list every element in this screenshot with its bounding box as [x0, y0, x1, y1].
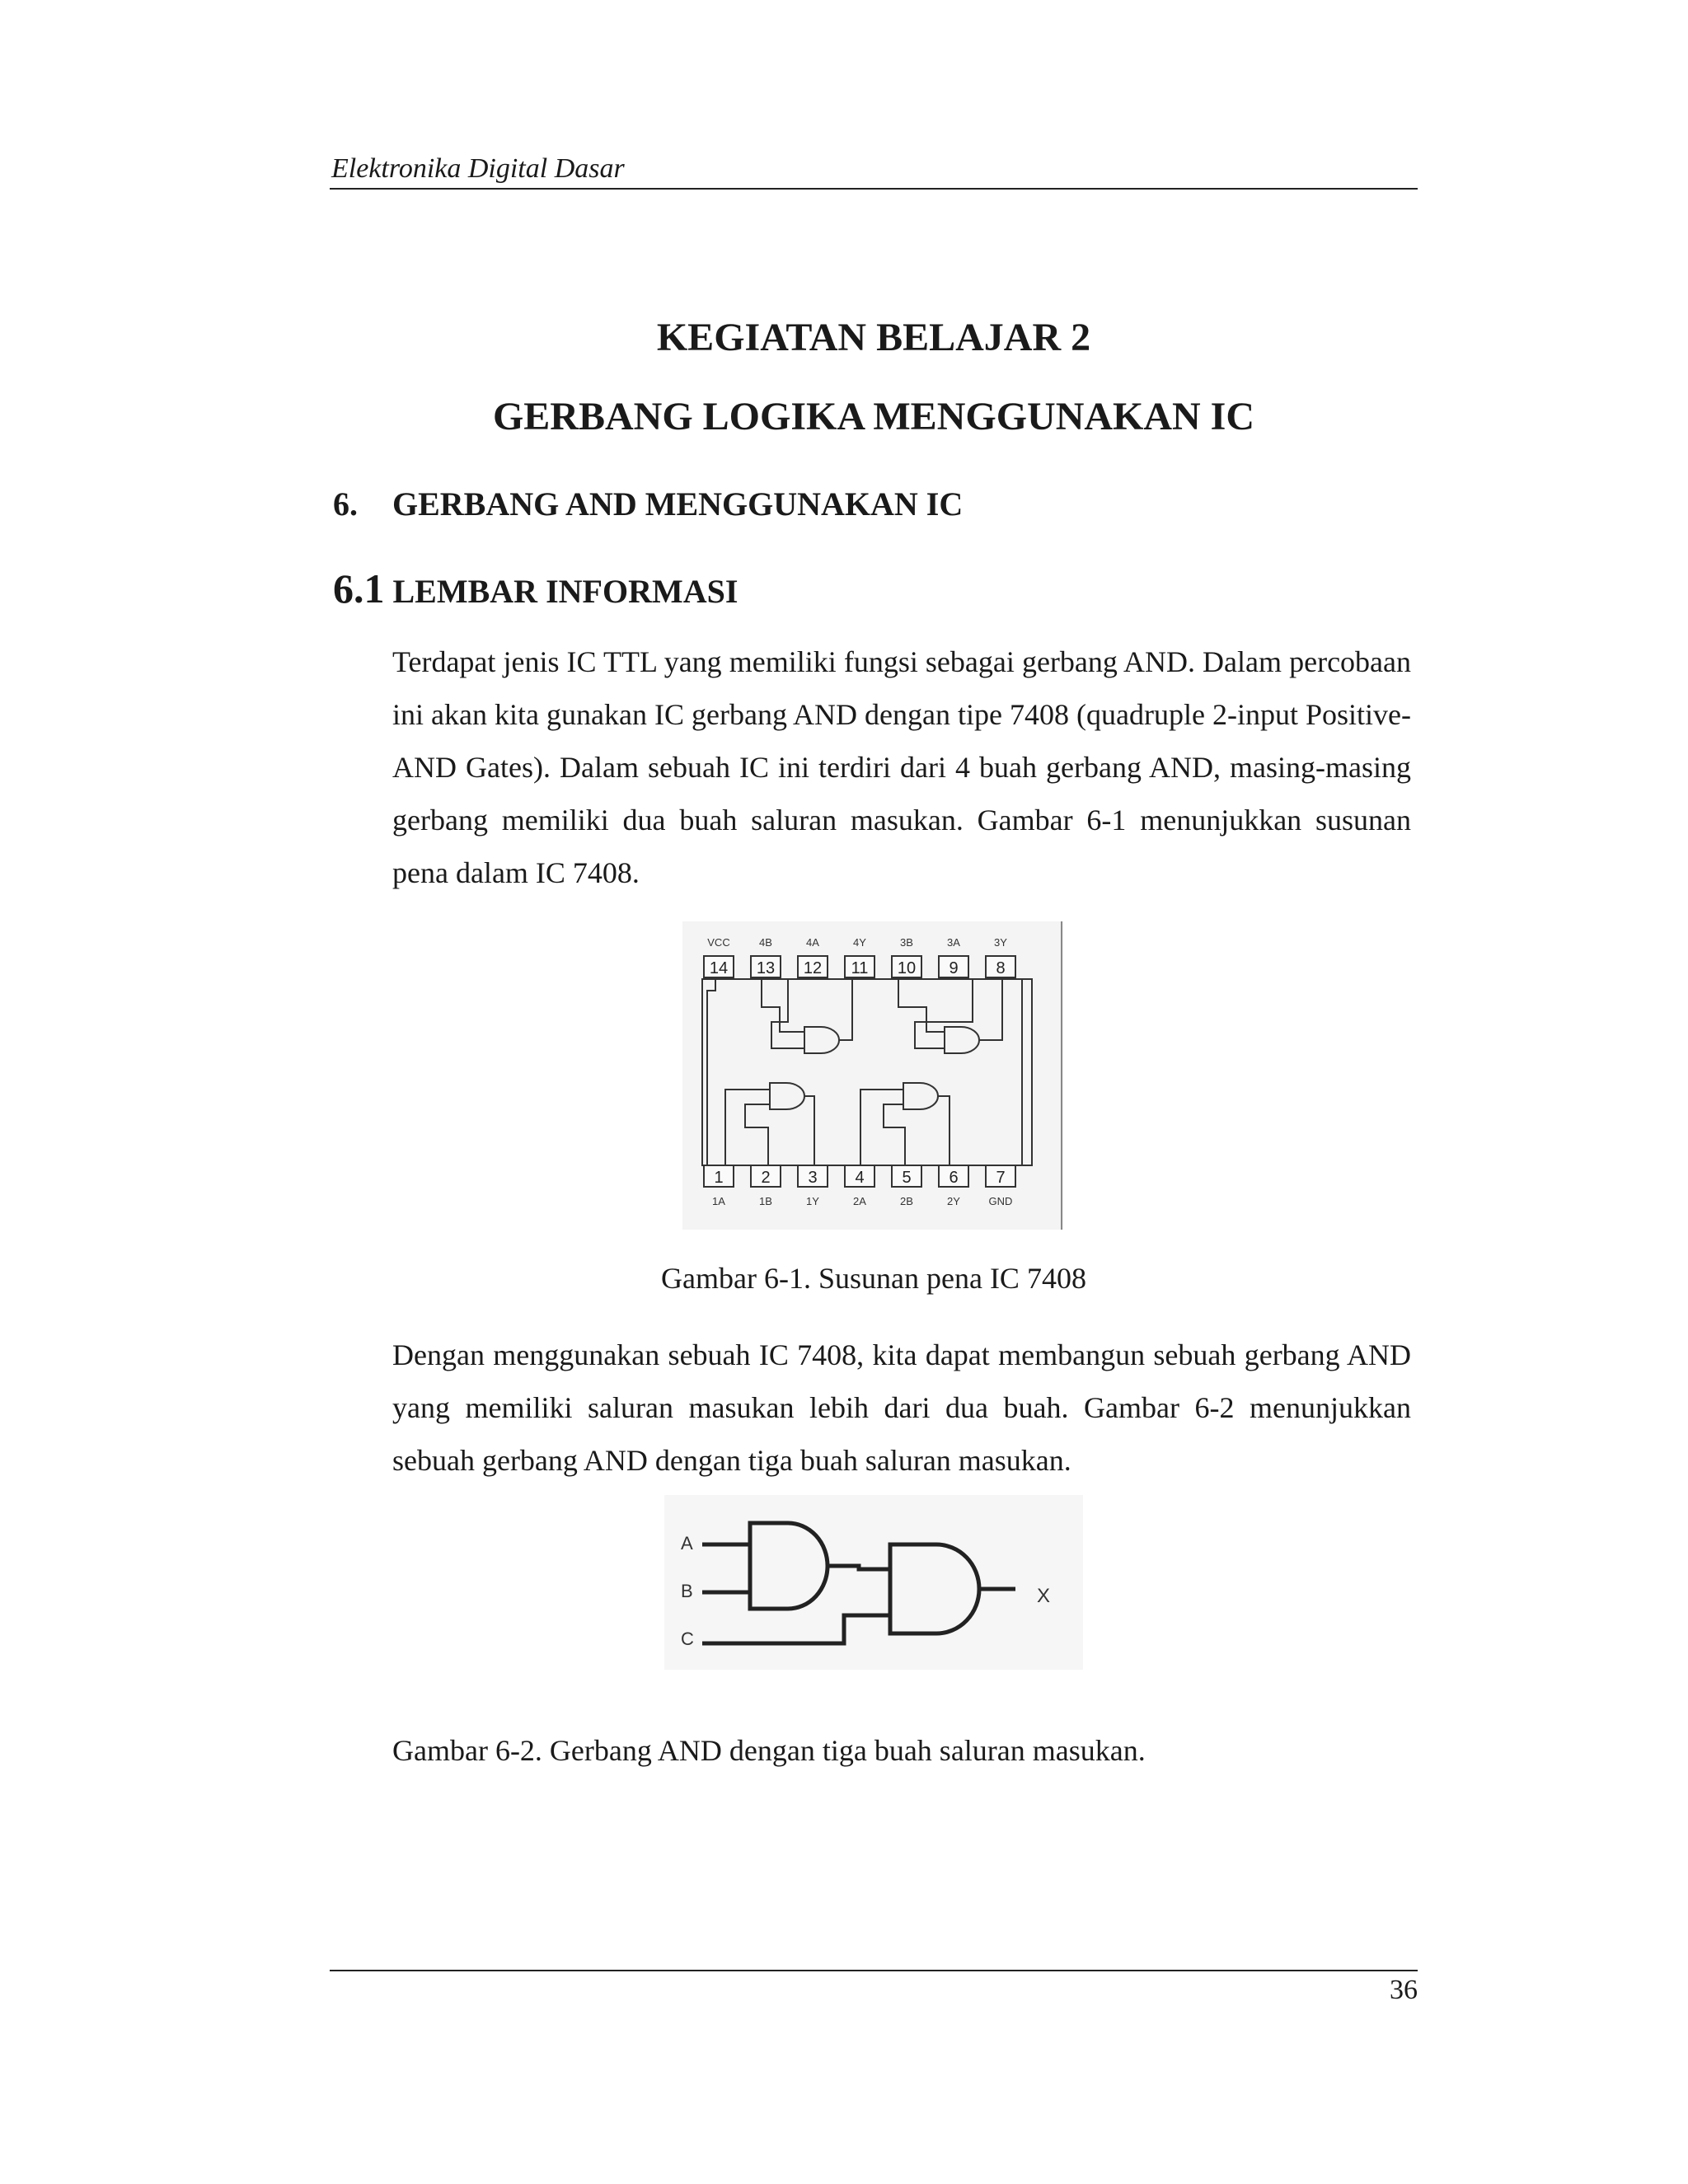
- input-a-label: A: [681, 1533, 693, 1554]
- top-pin-number: 13: [756, 959, 776, 977]
- running-header: Elektronika Digital Dasar: [331, 153, 625, 184]
- top-pin-label: 3A: [947, 936, 960, 949]
- section-6-1-title: LEMBAR INFORMASI: [392, 573, 738, 610]
- top-pin-label: 3Y: [994, 936, 1007, 949]
- section-6-1-number: 6.1: [333, 565, 385, 612]
- paragraph-1: Terdapat jenis IC TTL yang memiliki fungsi sebagai gerbang AND. Dalam percobaan ini akan kita gunakan IC gerbang AND dengan tipe 7408 (quadruple 2-input Positive-AND Gates). Dalam sebuah IC ini terdiri dari 4 buah gerbang AND, masing-masing gerbang memiliki dua buah saluran masukan. Gambar 6-1 menunjukkan susunan pena dalam IC 7408.: [392, 645, 1411, 889]
- section-6-heading: [333, 485, 963, 523]
- section-6-title: GERBANG AND MENGGUNAKAN IC: [392, 485, 964, 523]
- top-pin-label: 3B: [900, 936, 913, 949]
- output-x-label: X: [1037, 1585, 1051, 1607]
- bottom-pin-number: 7: [996, 1169, 1006, 1187]
- bottom-pin-label: 1Y: [806, 1195, 819, 1207]
- chapter-title: KEGIATAN BELAJAR 2: [656, 316, 1091, 359]
- chapter-subtitle: GERBANG LOGIKA MENGGUNAKAN IC: [492, 395, 1255, 438]
- page-number: 36: [1390, 1975, 1418, 2005]
- top-pin-number: 14: [709, 959, 729, 977]
- bottom-pin-label: 2B: [900, 1195, 913, 1207]
- top-pin-number: 12: [803, 959, 823, 977]
- bottom-pin-number: 1: [714, 1169, 724, 1187]
- footer-rule: [330, 1970, 1418, 1971]
- figure-1-caption: Gambar 6-1. Susunan pena IC 7408: [661, 1262, 1086, 1295]
- top-pin-number: 10: [897, 959, 917, 977]
- three-input-and-figure: [664, 1495, 1083, 1670]
- top-pin-number: 9: [949, 959, 959, 977]
- input-b-label: B: [681, 1581, 693, 1601]
- section-6-number: 6.: [333, 485, 358, 523]
- bottom-pin-label: 1B: [759, 1195, 772, 1207]
- ic-7408-pinout-figure: [682, 921, 1063, 1230]
- bottom-pin-label: 2Y: [947, 1195, 960, 1207]
- bottom-pin-number: 5: [902, 1169, 912, 1187]
- figure-2-caption: Gambar 6-2. Gerbang AND dengan tiga buah saluran masukan.: [392, 1734, 1146, 1767]
- input-c-label: C: [681, 1629, 694, 1649]
- top-pin-label: 4A: [806, 936, 819, 949]
- section-6-1-heading: [333, 565, 738, 612]
- bottom-pin-number: 2: [761, 1169, 771, 1187]
- bottom-pin-label: GND: [988, 1195, 1013, 1207]
- bottom-pin-label: 1A: [712, 1195, 725, 1207]
- top-pin-label: VCC: [707, 936, 730, 949]
- top-pin-number: 8: [996, 959, 1006, 977]
- top-pin-number: 11: [851, 959, 869, 977]
- header-rule: [330, 188, 1418, 190]
- top-pin-label: 4B: [759, 936, 772, 949]
- bottom-pin-number: 6: [949, 1169, 959, 1187]
- paragraph-2: Dengan menggunakan sebuah IC 7408, kita dapat membangun sebuah gerbang AND yang memiliki saluran masukan lebih dari dua buah. Gambar 6-2 menunjukkan sebuah gerbang AND dengan tiga buah saluran masukan.: [392, 1338, 1411, 1477]
- bottom-pin-number: 3: [808, 1169, 818, 1187]
- bottom-pin-number: 4: [855, 1169, 865, 1187]
- bottom-pin-label: 2A: [853, 1195, 866, 1207]
- top-pin-label: 4Y: [853, 936, 866, 949]
